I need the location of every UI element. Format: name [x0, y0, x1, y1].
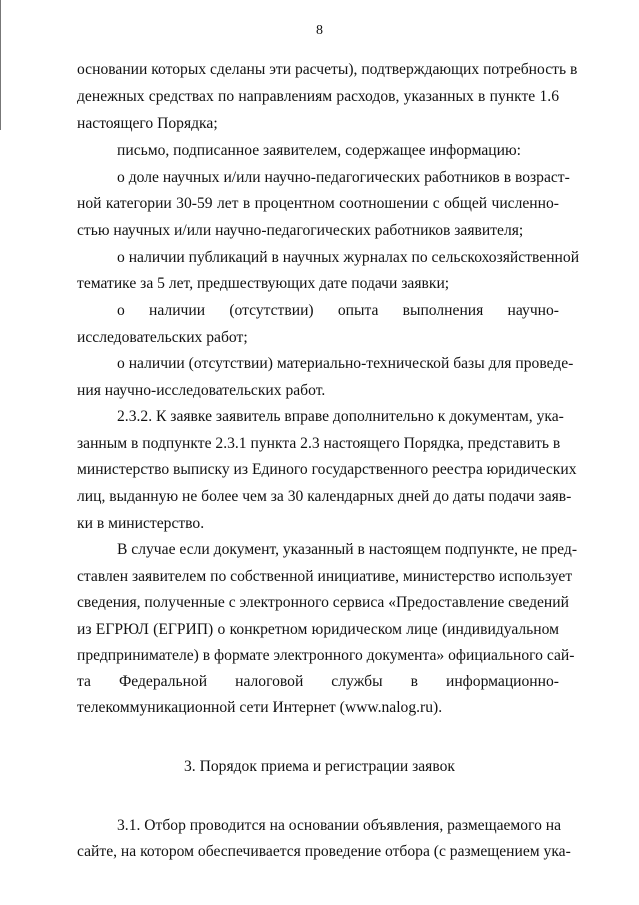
section-heading: 3. Порядок приема и регистрации заявок [184, 758, 455, 775]
text-line: 3.1. Отбор проводится на основании объявления, размещаемого на [117, 817, 562, 834]
text-line: основании которых сделаны эти расчеты), подтверждающих потребность в [77, 61, 578, 78]
text-line: о наличии (отсутствии) опыта выполнения научно- [117, 302, 559, 319]
text-line: ставлен заявителем по собственной инициативе, министерство использует [77, 568, 573, 585]
text-line: настоящего Порядка; [77, 115, 218, 132]
text-line: лиц, выданную не более чем за 30 календарных дней до даты подачи заяв- [77, 488, 572, 505]
text-line: о наличии публикаций в научных журналах по сельскохозяйственной [117, 249, 580, 266]
text-line: сведения, полученные с электронного сервиса «Предоставление сведений [77, 594, 569, 611]
text-line: о доле научных и/или научно-педагогических работников в возраст- [117, 169, 570, 186]
text-line: о наличии (отсутствии) материально-технической базы для проведе- [117, 355, 574, 372]
text-line: сайте, на котором обеспечивается проведение отбора (с размещением ука- [77, 843, 571, 860]
text-line: та Федеральной налоговой службы в информационно- [77, 673, 559, 690]
text-line: тематике за 5 лет, предшествующих дате подачи заявки; [77, 275, 450, 292]
text-line: предпринимателе) в формате электронного документа» официального сай- [77, 647, 575, 664]
text-line: ния научно-исследовательских работ. [77, 382, 326, 399]
text-line: 2.3.2. К заявке заявитель вправе дополнительно к документам, ука- [117, 408, 564, 425]
text-line: из ЕГРЮЛ (ЕГРИП) о конкретном юридическом лице (индивидуальном [77, 621, 559, 638]
scan-edge-mark [0, 0, 1, 130]
text-line: ки в министерство. [77, 515, 205, 532]
text-line: телекоммуникационной сети Интернет (www.nalog.ru). [77, 699, 443, 716]
text-line: стью научных и/или научно-педагогических работников заявителя; [77, 222, 524, 239]
text-line: министерство выписку из Единого государственного реестра юридических [77, 461, 577, 478]
text-line: письмо, подписанное заявителем, содержащее информацию: [117, 142, 521, 159]
text-line: денежных средствах по направлениям расходов, указанных в пункте 1.6 [77, 88, 559, 105]
text-line: исследовательских работ; [77, 329, 248, 346]
text-line: ной категории 30-59 лет в процентном соотношении с общей численно- [77, 195, 559, 212]
page-number: 8 [316, 23, 323, 38]
text-line: занным в подпункте 2.3.1 пункта 2.3 настоящего Порядка, представить в [77, 435, 561, 452]
text-line: В случае если документ, указанный в настоящем подпункте, не пред- [117, 541, 578, 558]
